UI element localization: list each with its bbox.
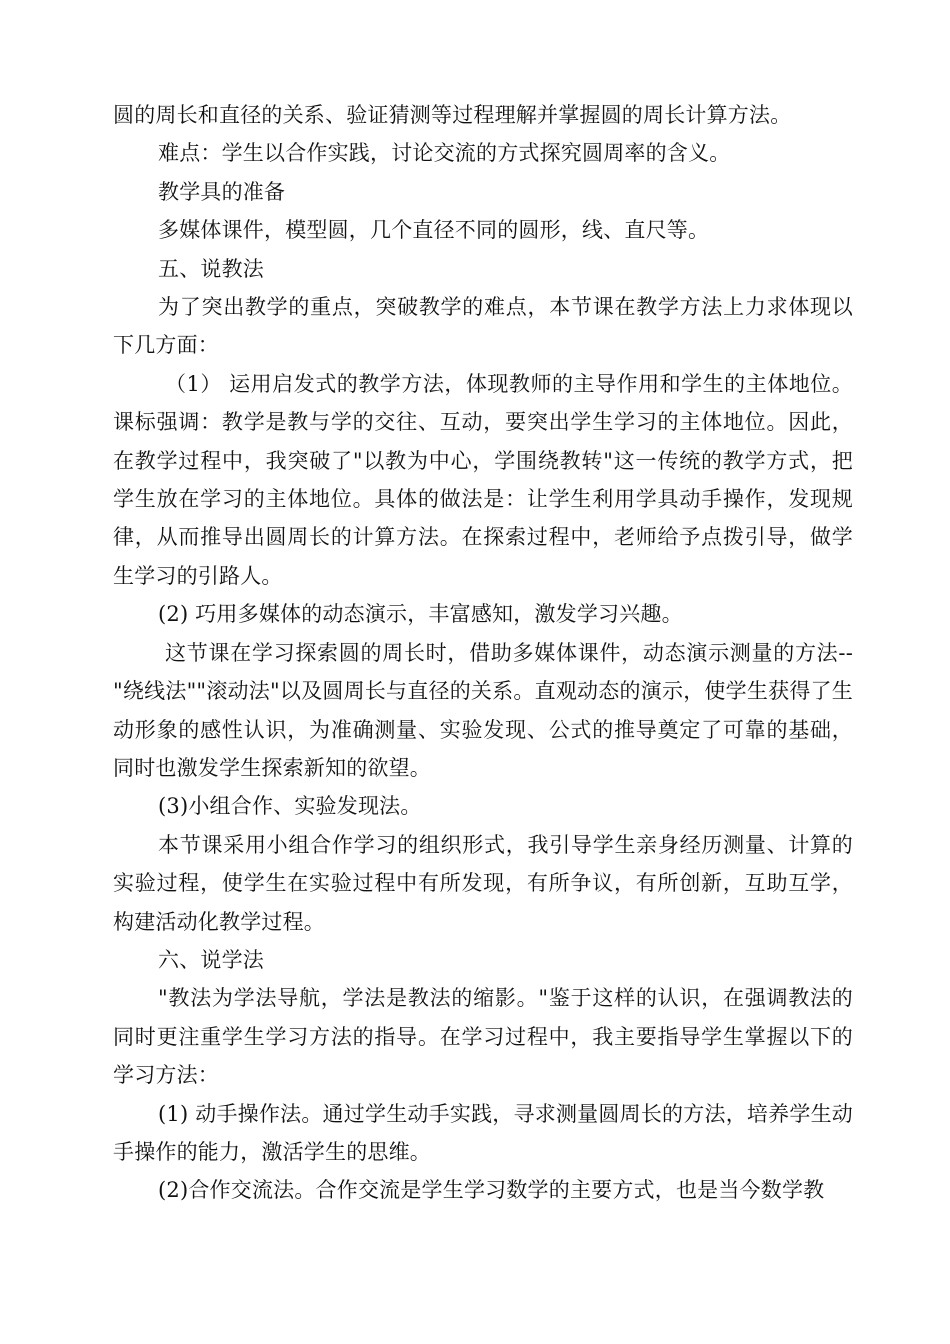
paragraph-learning-method-2: (2)合作交流法。合作交流是学生学习数学的主要方式，也是当今数学教 (158, 1178, 825, 1203)
paragraph-method-3: 本节课采用小组合作学习的组织形式，我引导学生亲身经历测量、计算的实验过程，使学生在实验过程中有所发现，有所争议，有所创新，互助互学，构建活动化教学过程。 (113, 832, 853, 934)
heading-section-six: 六、说学法 (158, 947, 264, 972)
paragraph-difficulty: 难点：学生以合作实践，讨论交流的方式探究圆周率的含义。 (158, 141, 731, 166)
paragraph-teaching-methods-intro: 为了突出教学的重点，突破教学的难点，本节课在教学方法上力求体现以下几方面： (113, 295, 853, 358)
document-body (113, 96, 853, 1210)
heading-method-2: (2) 巧用多媒体的动态演示，丰富感知，激发学习兴趣。 (158, 602, 683, 627)
heading-method-3: (3)小组合作、实验发现法。 (158, 794, 422, 819)
heading-teaching-aids: 教学具的准备 (158, 179, 286, 204)
paragraph-learning-method-1: (1) 动手操作法。通过学生动手实践，寻求测量圆周长的方法，培养学生动手操作的能力，激活学生的思维。 (113, 1101, 853, 1164)
paragraph-learning-methods-intro: "教法为学法导航，学法是教法的缩影。"鉴于这样的认识，在强调教法的同时更注重学生学习方法的指导。在学习过程中，我主要指导学生掌握以下的学习方法： (113, 986, 853, 1088)
paragraph-method-2: 这节课在学习探索圆的周长时，借助多媒体课件，动态演示测量的方法--"绕线法""滚动法"以及圆周长与直径的关系。直观动态的演示，使学生获得了生动形象的感性认识，为准确测量、实验发现、公式的推导奠定了可靠的基础，同时也激发学生探索新知的欲望。 (113, 640, 853, 780)
paragraph-continuation-key-points: 圆的周长和直径的关系、验证猜测等过程理解并掌握圆的周长计算方法。 (113, 103, 792, 127)
paragraph-method-1: （1） 运用启发式的教学方法，体现教师的主导作用和学生的主体地位。课标强调：教学是教与学的交往、互动，要突出学生学习的主体地位。因此，在教学过程中，我突破了"以教为中心，学围绕教转"这一传统的教学方式，把学生放在学习的主体地位。具体的做法是：让学生利用学具动手操作，发现规律，从而推导出圆周长的计算方法。在探索过程中，老师给予点拨引导，做学生学习的引路人。 (113, 371, 853, 588)
paragraph-teaching-aids: 多媒体课件，模型圆，几个直径不同的圆形，线、直尺等。 (158, 218, 710, 243)
heading-section-five: 五、说教法 (158, 256, 264, 281)
